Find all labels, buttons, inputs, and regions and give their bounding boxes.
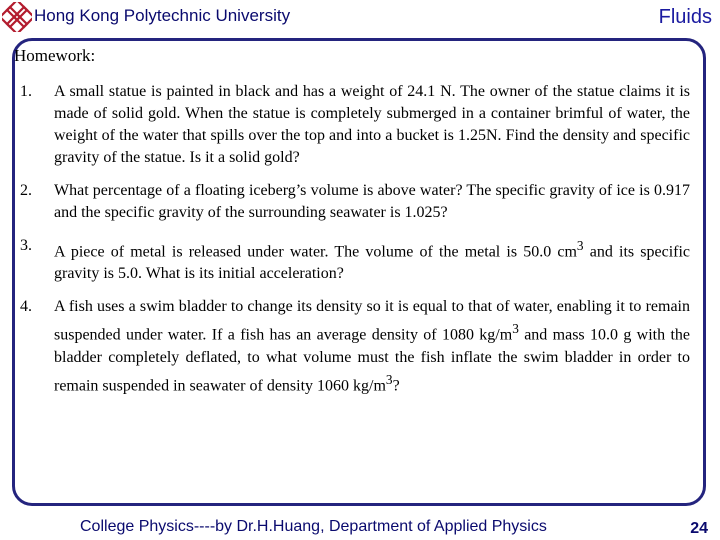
homework-title: Homework: [14, 46, 96, 65]
problem-text [54, 296, 690, 397]
problem-number: 3. [20, 237, 32, 254]
superscript: 3 [576, 238, 584, 253]
problem-text-part: A piece of metal is released under water. The volume of the metal is 50.0 cm [54, 243, 577, 261]
slide-topic: Fluids [658, 6, 712, 28]
footer-credit: College Physics----by Dr.H.Huang, Department of Applied Physics [80, 518, 547, 535]
page-number: 24 [690, 520, 708, 537]
problem-text-part: and its specific gravity is 5.0. What is its initial acceleration? [54, 243, 691, 283]
problem-text-part: and mass 10.0 g with the bladder completely deflated, to what volume must the fish inflate the swim bladder in order to remain suspended in seawater of density 1060 kg/m [54, 326, 691, 394]
problem-list [20, 81, 690, 397]
problem-4 [20, 296, 690, 397]
university-name: Hong Kong Polytechnic University [34, 6, 291, 25]
problem-number: 1. [20, 83, 32, 100]
superscript: 3 [385, 371, 393, 387]
problem-number: 2. [20, 182, 32, 199]
superscript: 3 [512, 321, 519, 337]
problem-text: What percentage of a floating iceberg’s volume is above water? The specific gravity of ice is 0.917 and the specific gravity of the surrounding seawater is 1.025? [54, 182, 690, 221]
problem-number: 4. [20, 298, 32, 316]
problem-1 [20, 81, 690, 169]
problem-3 [20, 235, 690, 285]
problem-text-part: ? [392, 376, 400, 394]
problem-text-part: A fish uses a swim bladder to change its density so it is equal to that of water, enabling it to remain suspended under water. If a fish has an average density of 1080 kg/m [54, 298, 690, 344]
university-logo-icon [2, 2, 32, 32]
problem-text [54, 235, 690, 285]
problem-text: A small statue is painted in black and has a weight of 24.1 N. The owner of the statue claims it is made of solid gold. When the statue is completely submerged in a container brimful of water, the weight of the water that spills over the top and into a bucket is 1.25N. Find the density and specific gravity of the statue. Is it a solid gold? [54, 83, 690, 166]
problem-2 [20, 180, 690, 224]
